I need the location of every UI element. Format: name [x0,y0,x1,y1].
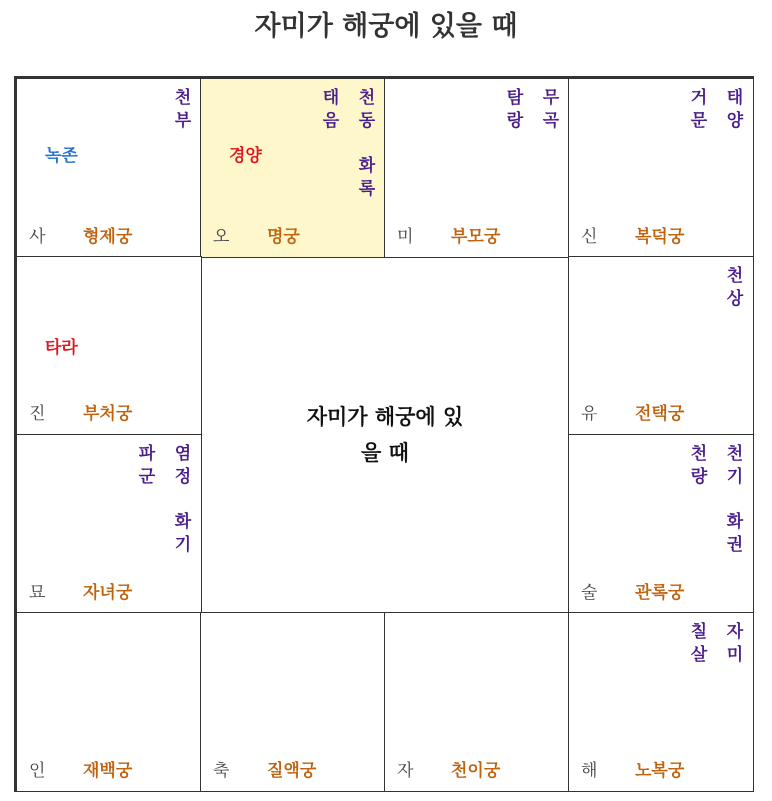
palace-name: 복덕궁 [635,227,685,247]
branch-label: 해 [581,761,598,781]
side-star: 타라 [45,338,78,358]
palace-cell-sa [16,78,202,258]
branch-label: 진 [29,404,46,424]
center-caption-text: 자미가 해궁에 있을 때 [306,404,464,465]
star-name: 태음 [322,88,340,131]
palace-cell-myo [16,434,202,614]
star-name: 거문 [690,88,708,131]
star-name: 천기 [726,444,744,487]
star-name: 천량 [690,444,708,487]
palace-name: 부처궁 [83,404,133,424]
palace-name: 전택궁 [635,404,685,424]
transform-label: 화권 [726,512,744,555]
transform-label: 화기 [174,512,192,555]
palace-name: 형제궁 [83,227,133,247]
palace-cell-sul [568,434,754,614]
palace-cell-yu [568,256,754,435]
palace-grid [14,76,754,792]
side-star: 녹존 [45,146,78,166]
palace-cell-hae [568,612,754,792]
star-name: 자미 [726,622,744,665]
palace-cell-mi [384,78,570,258]
palace-name: 질액궁 [267,761,317,781]
branch-label: 신 [581,227,598,247]
branch-label: 묘 [29,583,46,603]
center-caption [200,256,570,613]
branch-label: 축 [213,761,230,781]
palace-cell-in [16,612,202,792]
palace-name: 노복궁 [635,761,685,781]
palace-cell-jin [16,256,202,435]
branch-label: 유 [581,404,598,424]
palace-name: 부모궁 [451,227,501,247]
palace-cell-chuk [200,612,386,792]
branch-label: 자 [397,761,414,781]
star-name: 무곡 [542,88,560,131]
chart-title: 자미가 해궁에 있을 때 [254,11,518,42]
palace-name: 재백궁 [83,761,133,781]
branch-label: 미 [397,227,414,247]
star-name: 염정 [174,444,192,487]
palace-cell-o [200,78,386,258]
star-name: 칠살 [690,622,708,665]
branch-label: 오 [213,227,230,247]
palace-name: 자녀궁 [83,583,133,603]
star-name: 탐랑 [506,88,524,131]
star-name: 천동 [358,88,376,131]
side-star: 경양 [229,146,262,166]
star-name: 태양 [726,88,744,131]
branch-label: 인 [29,761,46,781]
branch-label: 사 [29,227,46,247]
star-name: 천부 [174,88,192,131]
palace-name: 관록궁 [635,583,685,603]
palace-name: 명궁 [267,227,300,247]
palace-name: 천이궁 [451,761,501,781]
palace-cell-sin [568,78,754,258]
transform-label: 화록 [358,156,376,199]
palace-cell-ja [384,612,570,792]
star-name: 천상 [726,266,744,309]
branch-label: 술 [581,583,598,603]
star-name: 파군 [138,444,156,487]
